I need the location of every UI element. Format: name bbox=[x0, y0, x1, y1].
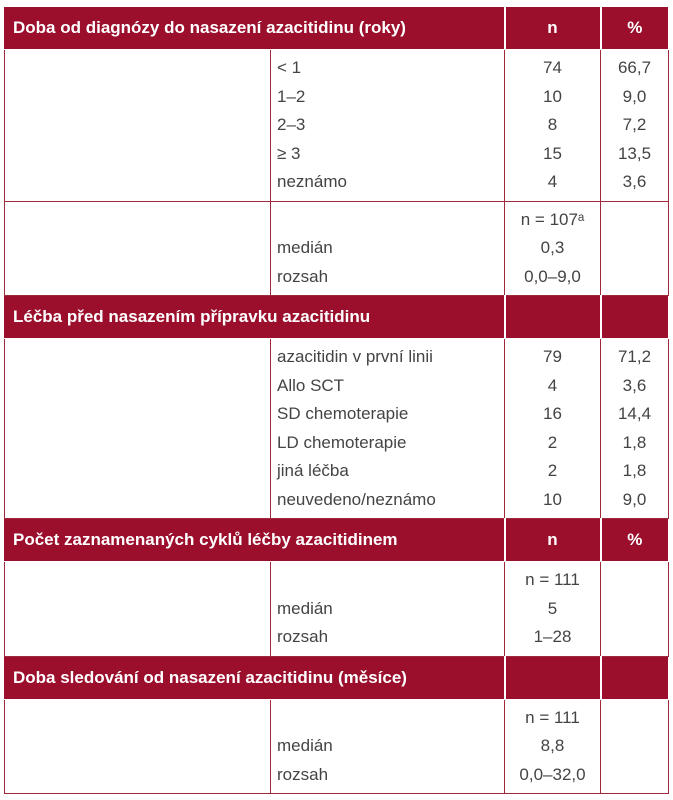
percent-cell bbox=[601, 699, 669, 794]
n-value: 0,3 bbox=[540, 238, 565, 257]
percent-value bbox=[601, 623, 668, 652]
n-cell bbox=[505, 699, 601, 794]
n-value: 10 bbox=[543, 86, 562, 106]
n-value: 79 bbox=[543, 347, 562, 366]
percent-cell bbox=[601, 562, 669, 657]
row-label: SD chemoterapie bbox=[277, 404, 409, 423]
n-value: 5 bbox=[547, 598, 558, 618]
data-block-row bbox=[5, 699, 669, 794]
row-label: 2–3 bbox=[277, 115, 306, 134]
row-label: Allo SCT bbox=[277, 375, 345, 395]
row-label: medián bbox=[277, 238, 333, 257]
n-value: 8,8 bbox=[540, 736, 565, 755]
percent-cell bbox=[601, 339, 669, 519]
row-label: rozsah bbox=[277, 627, 329, 646]
column-header-n bbox=[505, 296, 601, 339]
percent-value: 13,5 bbox=[617, 143, 652, 163]
n-value: n = 111 bbox=[525, 570, 580, 589]
label-cell bbox=[271, 201, 505, 296]
n-value: 8 bbox=[547, 115, 558, 134]
percent-value bbox=[601, 595, 668, 624]
row-label: neznámo bbox=[277, 172, 347, 191]
percent-value bbox=[601, 761, 668, 790]
percent-value: 14,4 bbox=[617, 404, 652, 423]
row-label bbox=[277, 566, 504, 595]
n-value: 2 bbox=[547, 461, 558, 480]
percent-value: 7,2 bbox=[622, 115, 647, 134]
n-value: 1–28 bbox=[533, 627, 572, 646]
label-cell bbox=[271, 339, 505, 519]
section-header-row bbox=[5, 7, 669, 50]
section-header-row bbox=[5, 656, 669, 699]
percent-value bbox=[601, 566, 668, 595]
column-header-percent bbox=[601, 296, 669, 339]
row-label: 1–2 bbox=[277, 86, 306, 106]
data-block-row bbox=[5, 339, 669, 519]
label-cell bbox=[271, 699, 505, 794]
column-header-n: n bbox=[505, 7, 601, 50]
n-value: 10 bbox=[543, 489, 562, 509]
section-header-row bbox=[5, 296, 669, 339]
n-value: 4 bbox=[547, 172, 558, 191]
row-label: ≥ 3 bbox=[277, 143, 301, 163]
n-cell bbox=[505, 562, 601, 657]
percent-value bbox=[601, 206, 668, 235]
column-header-n bbox=[505, 656, 601, 699]
empty-cell bbox=[5, 339, 271, 519]
n-value: 4 bbox=[547, 375, 558, 395]
percent-value bbox=[601, 234, 668, 263]
row-label: medián bbox=[277, 736, 333, 755]
section-title: Doba sledování od nasazení azacitidinu (měsíce) bbox=[5, 656, 505, 699]
n-value: n = 111 bbox=[525, 707, 580, 727]
percent-value bbox=[601, 704, 668, 733]
percent-value: 9,0 bbox=[622, 489, 647, 509]
section-title: Počet zaznamenaných cyklů léčby azacitidinem bbox=[5, 519, 505, 562]
n-cell bbox=[505, 50, 601, 202]
percent-value: 3,6 bbox=[622, 172, 647, 191]
percent-value bbox=[601, 263, 668, 292]
row-label: jiná léčba bbox=[277, 461, 349, 480]
row-label: < 1 bbox=[277, 58, 302, 77]
row-label bbox=[277, 704, 504, 733]
n-value: 2 bbox=[547, 432, 558, 452]
data-block-row bbox=[5, 201, 669, 296]
percent-value: 71,2 bbox=[617, 347, 652, 366]
n-value: 0,0–32,0 bbox=[519, 764, 586, 784]
label-cell bbox=[271, 50, 505, 202]
percent-cell bbox=[601, 201, 669, 296]
row-label: medián bbox=[277, 598, 333, 618]
percent-value: 3,6 bbox=[622, 375, 647, 395]
n-cell bbox=[505, 201, 601, 296]
percent-value: 1,8 bbox=[622, 461, 647, 480]
column-header-percent bbox=[601, 656, 669, 699]
column-header-percent: % bbox=[601, 7, 669, 50]
n-value: n = 107ᵃ bbox=[520, 209, 585, 229]
results-table-body bbox=[5, 7, 669, 794]
data-block-row bbox=[5, 50, 669, 202]
results-table bbox=[4, 6, 669, 794]
percent-cell bbox=[601, 50, 669, 202]
row-label: rozsah bbox=[277, 266, 329, 286]
section-title: Doba od diagnózy do nasazení azacitidinu (roky) bbox=[5, 7, 505, 50]
row-label bbox=[277, 206, 504, 235]
data-block-row bbox=[5, 562, 669, 657]
n-cell bbox=[505, 339, 601, 519]
n-value: 0,0–9,0 bbox=[524, 266, 581, 286]
empty-cell bbox=[5, 562, 271, 657]
empty-cell bbox=[5, 50, 271, 202]
percent-value: 1,8 bbox=[622, 432, 647, 452]
n-value: 16 bbox=[543, 404, 562, 423]
section-title: Léčba před nasazením přípravku azacitidinu bbox=[5, 296, 505, 339]
section-header-row bbox=[5, 519, 669, 562]
row-label: rozsah bbox=[277, 764, 329, 784]
row-label: neuvedeno/neznámo bbox=[277, 489, 436, 509]
row-label: azacitidin v první linii bbox=[277, 347, 433, 366]
empty-cell bbox=[5, 699, 271, 794]
percent-value: 9,0 bbox=[622, 86, 647, 106]
column-header-n: n bbox=[505, 519, 601, 562]
percent-value bbox=[601, 732, 668, 761]
row-label: LD chemoterapie bbox=[277, 432, 407, 452]
label-cell bbox=[271, 562, 505, 657]
n-value: 74 bbox=[543, 58, 562, 77]
column-header-percent: % bbox=[601, 519, 669, 562]
empty-cell bbox=[5, 201, 271, 296]
percent-value: 66,7 bbox=[617, 58, 652, 77]
n-value: 15 bbox=[543, 143, 562, 163]
